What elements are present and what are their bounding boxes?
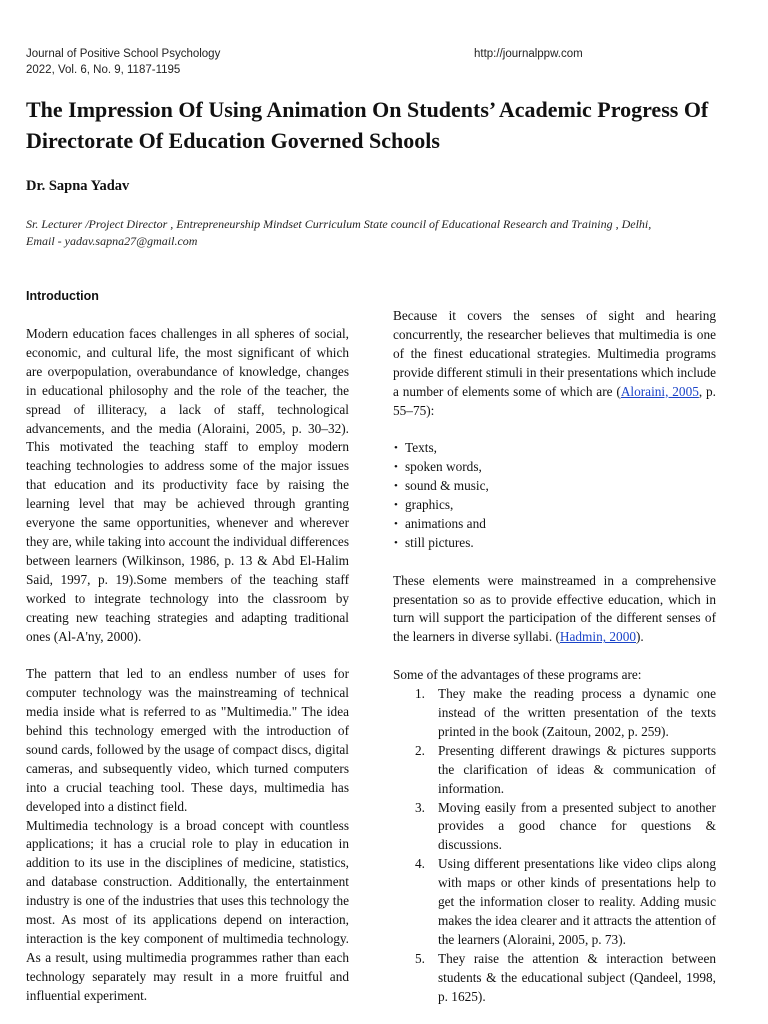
list-item: 5. They raise the attention & interaction between students & the educational subject (Qandeel, 1998, p. 1625). (415, 950, 716, 1004)
paragraph: These elements were mainstreamed in a comprehensive presentation so as to provide effective education, which in turn will support the participation of the different senses of the learners in diverse syllabi. (Hadmin, 2000). (393, 572, 716, 645)
journal-url[interactable]: http://journalppw.com (474, 48, 583, 60)
paragraph: Multimedia technology is a broad concept with countless applications; it has a crucial role to play in education in addition to its use in the disciplines of medicine, statistics, and database construction. Additionally, the entertainment industry is one of the industries that uses this technology the most. As most of its applications depend on interaction, interaction is the key component of multimedia technology. As a result, using multimedia programmes rather than each technology separately may result in a more fruitful and influential experiment. (26, 817, 349, 1003)
paragraph: Because it covers the senses of sight and hearing concurrently, the researcher believes that multimedia is one of the finest educational strategies. Multimedia programs provide different stimuli in their presentations which include a number of elements some of which are (Aloraini, 2005, p. 55–75): (393, 308, 717, 418)
paragraph: Modern education faces challenges in all spheres of social, economic, and cultural life, the most significant of which are overpopulation, overabundance of knowledge, changes in educational philosophy and the role of the teacher, the spread of illiteracy, a lack of staff, technological advancements, and the media (Aloraini, 2005, p. 30–32). This motivated the teaching staff to employ modern teaching technologies to address some of the major issues that education and its productivity face by raising the learning level that may be achieved through granting everyone the same opportunities, whenever and wherever they are, while taking into account the individual differences between learners (Wilkinson, 1986, p. 13 & Abd El-Halim Said, 1997, p. 19).Some members of the teaching staff worked to integrate technology into the classroom by creating new teaching strategies and adapting traditional ones (Al-A'ny, 2000). (26, 326, 349, 644)
affiliation-line: Sr. Lecturer /Project Director , Entrepreneurship Mindset Curriculum State council of Educational Research and Training , Delhi, (26, 217, 652, 231)
citation-link[interactable]: Hadmin, 2000 (559, 629, 636, 645)
left-column (26, 288, 349, 1006)
list-item: • spoken words, (393, 458, 716, 477)
right-column (393, 307, 716, 1006)
author-email: Email - yadav.sapna27@gmail.com (26, 234, 198, 248)
list-item: • still pictures. (393, 534, 716, 553)
list-item: 2. Presenting different drawings & pictures supports the clarification of ideas & communication of information. (415, 742, 716, 796)
elements-list (393, 439, 716, 552)
paper-title: The Impression Of Using Animation On Students’ Academic Progress Of Directorate Of Education Governed Schools (26, 97, 709, 153)
author-name: Dr. Sapna Yadav (26, 178, 130, 194)
list-item: • Texts, (393, 439, 716, 458)
list-item: 4. Using different presentations like video clips along with maps or other kinds of presentations help to get the information closer to reality. Adding music makes the idea clearer and it attracts the attention of the learners (Aloraini, 2005, p. 73). (415, 856, 716, 947)
list-item: 1. They make the reading process a dynamic one instead of the written presentation of the texts printed in the book (Zaitoun, 2002, p. 259). (415, 686, 716, 739)
list-item: • sound & music, (393, 477, 716, 496)
journal-name: Journal of Positive School Psychology (26, 48, 221, 60)
advantages-list (393, 685, 716, 1006)
citation-link[interactable]: Aloraini, 2005 (620, 383, 699, 399)
journal-volume: 2022, Vol. 6, No. 9, 1187-1195 (26, 64, 181, 76)
list-item: 3. Moving easily from a presented subject to another provides a good chance for questions & discussions. (415, 799, 716, 853)
paragraph: The pattern that led to an endless number of uses for computer technology was the mainstreaming of technical media inside what is referred to as "Multimedia." The idea behind this technology emerged with the introduction of sound cards, followed by the usage of compact discs, digital cameras, and subsequently video, which turned computers into a crucial teaching tool. These days, multimedia has developed into a distinct field. (26, 666, 349, 814)
advantages-intro: Some of the advantages of these programs are: (393, 667, 642, 683)
list-item: • graphics, (393, 496, 716, 515)
author-affiliation (26, 216, 742, 250)
introduction-heading: Introduction (26, 289, 99, 303)
page-header (26, 46, 742, 78)
list-item: • animations and (393, 515, 716, 534)
